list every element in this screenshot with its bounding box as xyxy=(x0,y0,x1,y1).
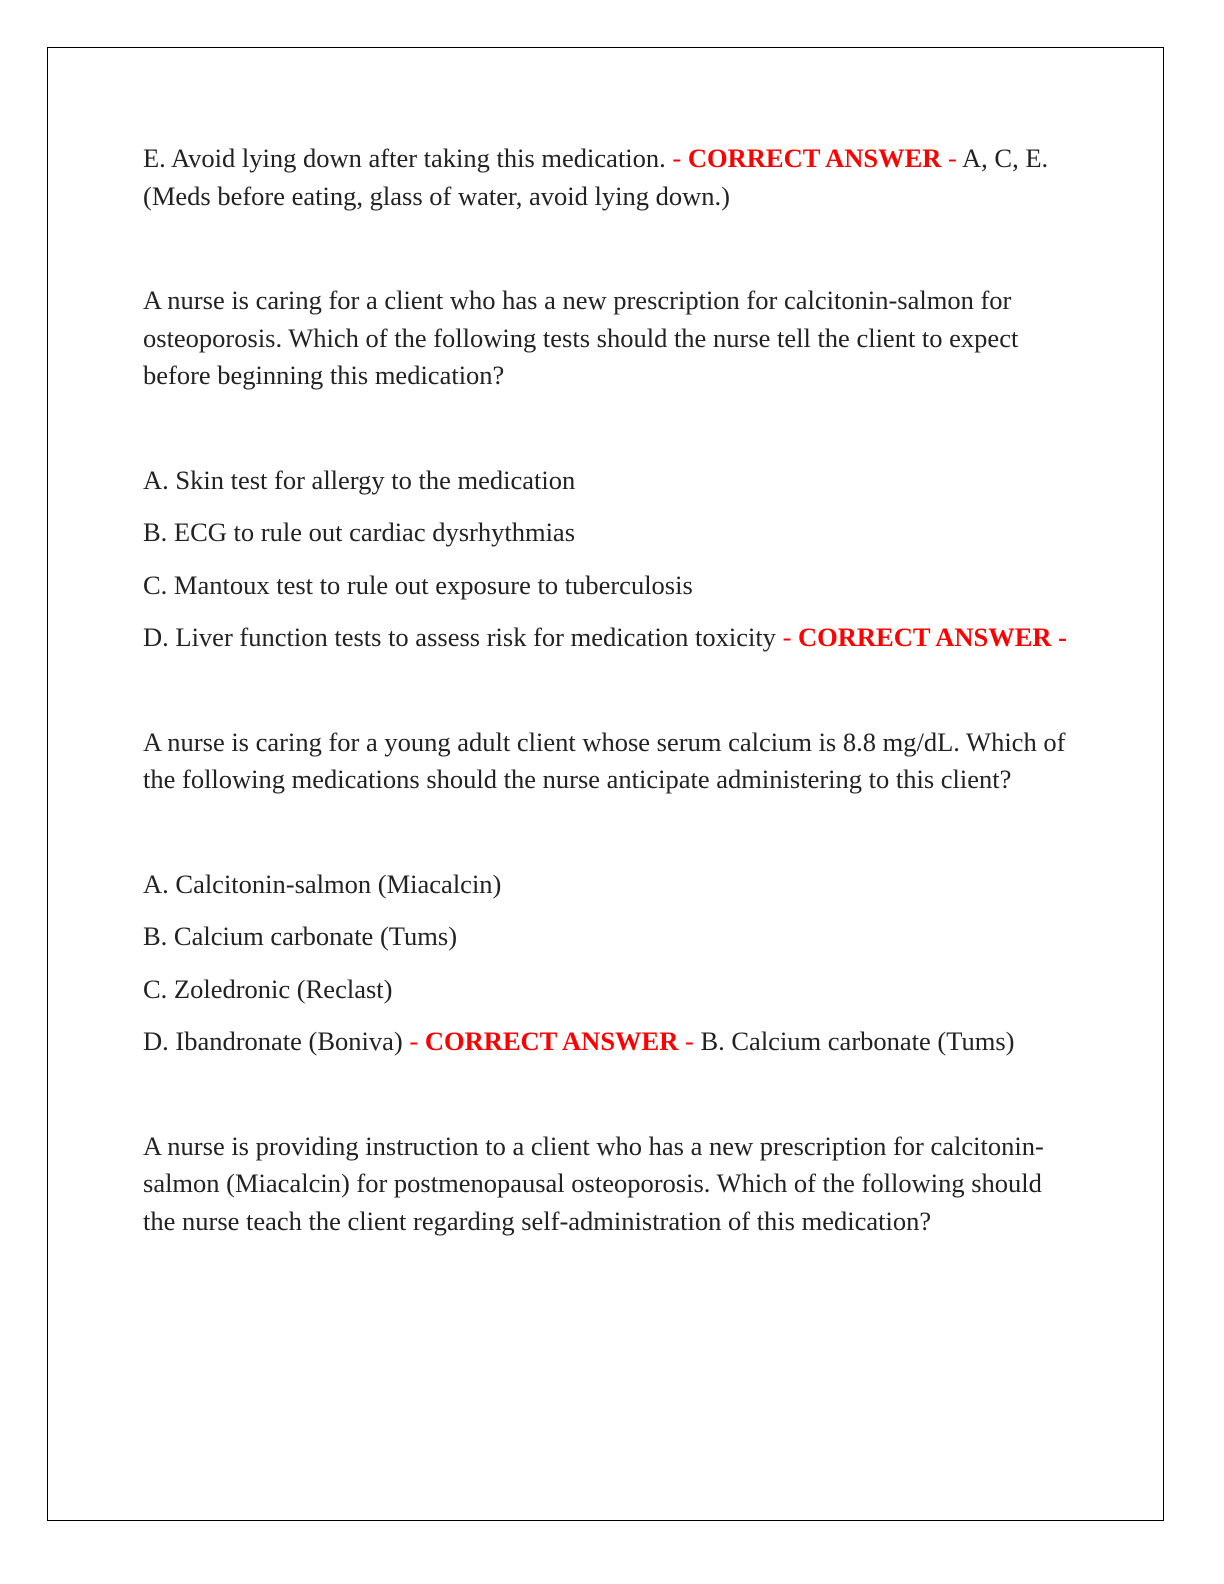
previous-answer-paragraph xyxy=(143,140,1073,215)
q2-correct-dash-after: - xyxy=(678,1026,701,1056)
question-3: A nurse is providing instruction to a client who has a new prescription for calcitonin-salmon (Miacalcin) for postmenopausal osteoporosis. Which of the following should the nurse teach the client regarding self-administration of this medication? xyxy=(143,1130,1044,1236)
q1-correct-dash-before: - xyxy=(782,622,799,652)
q2-option-d-text: D. Ibandronate (Boniva) xyxy=(143,1026,410,1056)
q2-correct-dash-before: - xyxy=(409,1026,425,1056)
q1-option-c: C. Mantoux test to rule out exposure to tuberculosis xyxy=(143,569,693,600)
correct-dash-after: - xyxy=(941,143,963,173)
document-content xyxy=(143,140,1073,1307)
answer-text: A, C, E. (Meds before eating, glass of water, avoid lying down.) xyxy=(143,143,1049,211)
question-1: A nurse is caring for a client who has a new prescription for calcitonin-salmon for osteoporosis. Which of the following tests should the nurse tell the client to expect before beginning this medication? xyxy=(143,285,1019,390)
q2-option-c: C. Zoledronic (Reclast) xyxy=(143,973,393,1004)
correct-answer-label: CORRECT ANSWER xyxy=(687,143,942,173)
q2-correct-answer-label: CORRECT ANSWER xyxy=(424,1026,679,1056)
q1-correct-dash-after: - xyxy=(1051,622,1067,652)
q1-option-d xyxy=(143,619,1073,657)
q2-option-d xyxy=(143,1023,1073,1061)
q2-option-a: A. Calcitonin-salmon (Miacalcin) xyxy=(143,868,502,899)
correct-dash-before: - xyxy=(672,143,688,173)
q1-option-a: A. Skin test for allergy to the medication xyxy=(143,464,576,495)
q1-correct-answer-label: CORRECT ANSWER xyxy=(798,622,1052,652)
option-e-text: E. Avoid lying down after taking this medication. xyxy=(143,143,673,173)
q2-option-b: B. Calcium carbonate (Tums) xyxy=(143,921,458,951)
question-2: A nurse is caring for a young adult client whose serum calcium is 8.8 mg/dL. Which of the following medications should the nurse anticipate administering to this client? xyxy=(143,726,1066,794)
q2-answer-text: B. Calcium carbonate (Tums) xyxy=(700,1026,1015,1056)
q1-option-d-text: D. Liver function tests to assess risk for medication toxicity xyxy=(143,622,783,652)
q1-option-b: B. ECG to rule out cardiac dysrhythmias xyxy=(143,517,576,547)
